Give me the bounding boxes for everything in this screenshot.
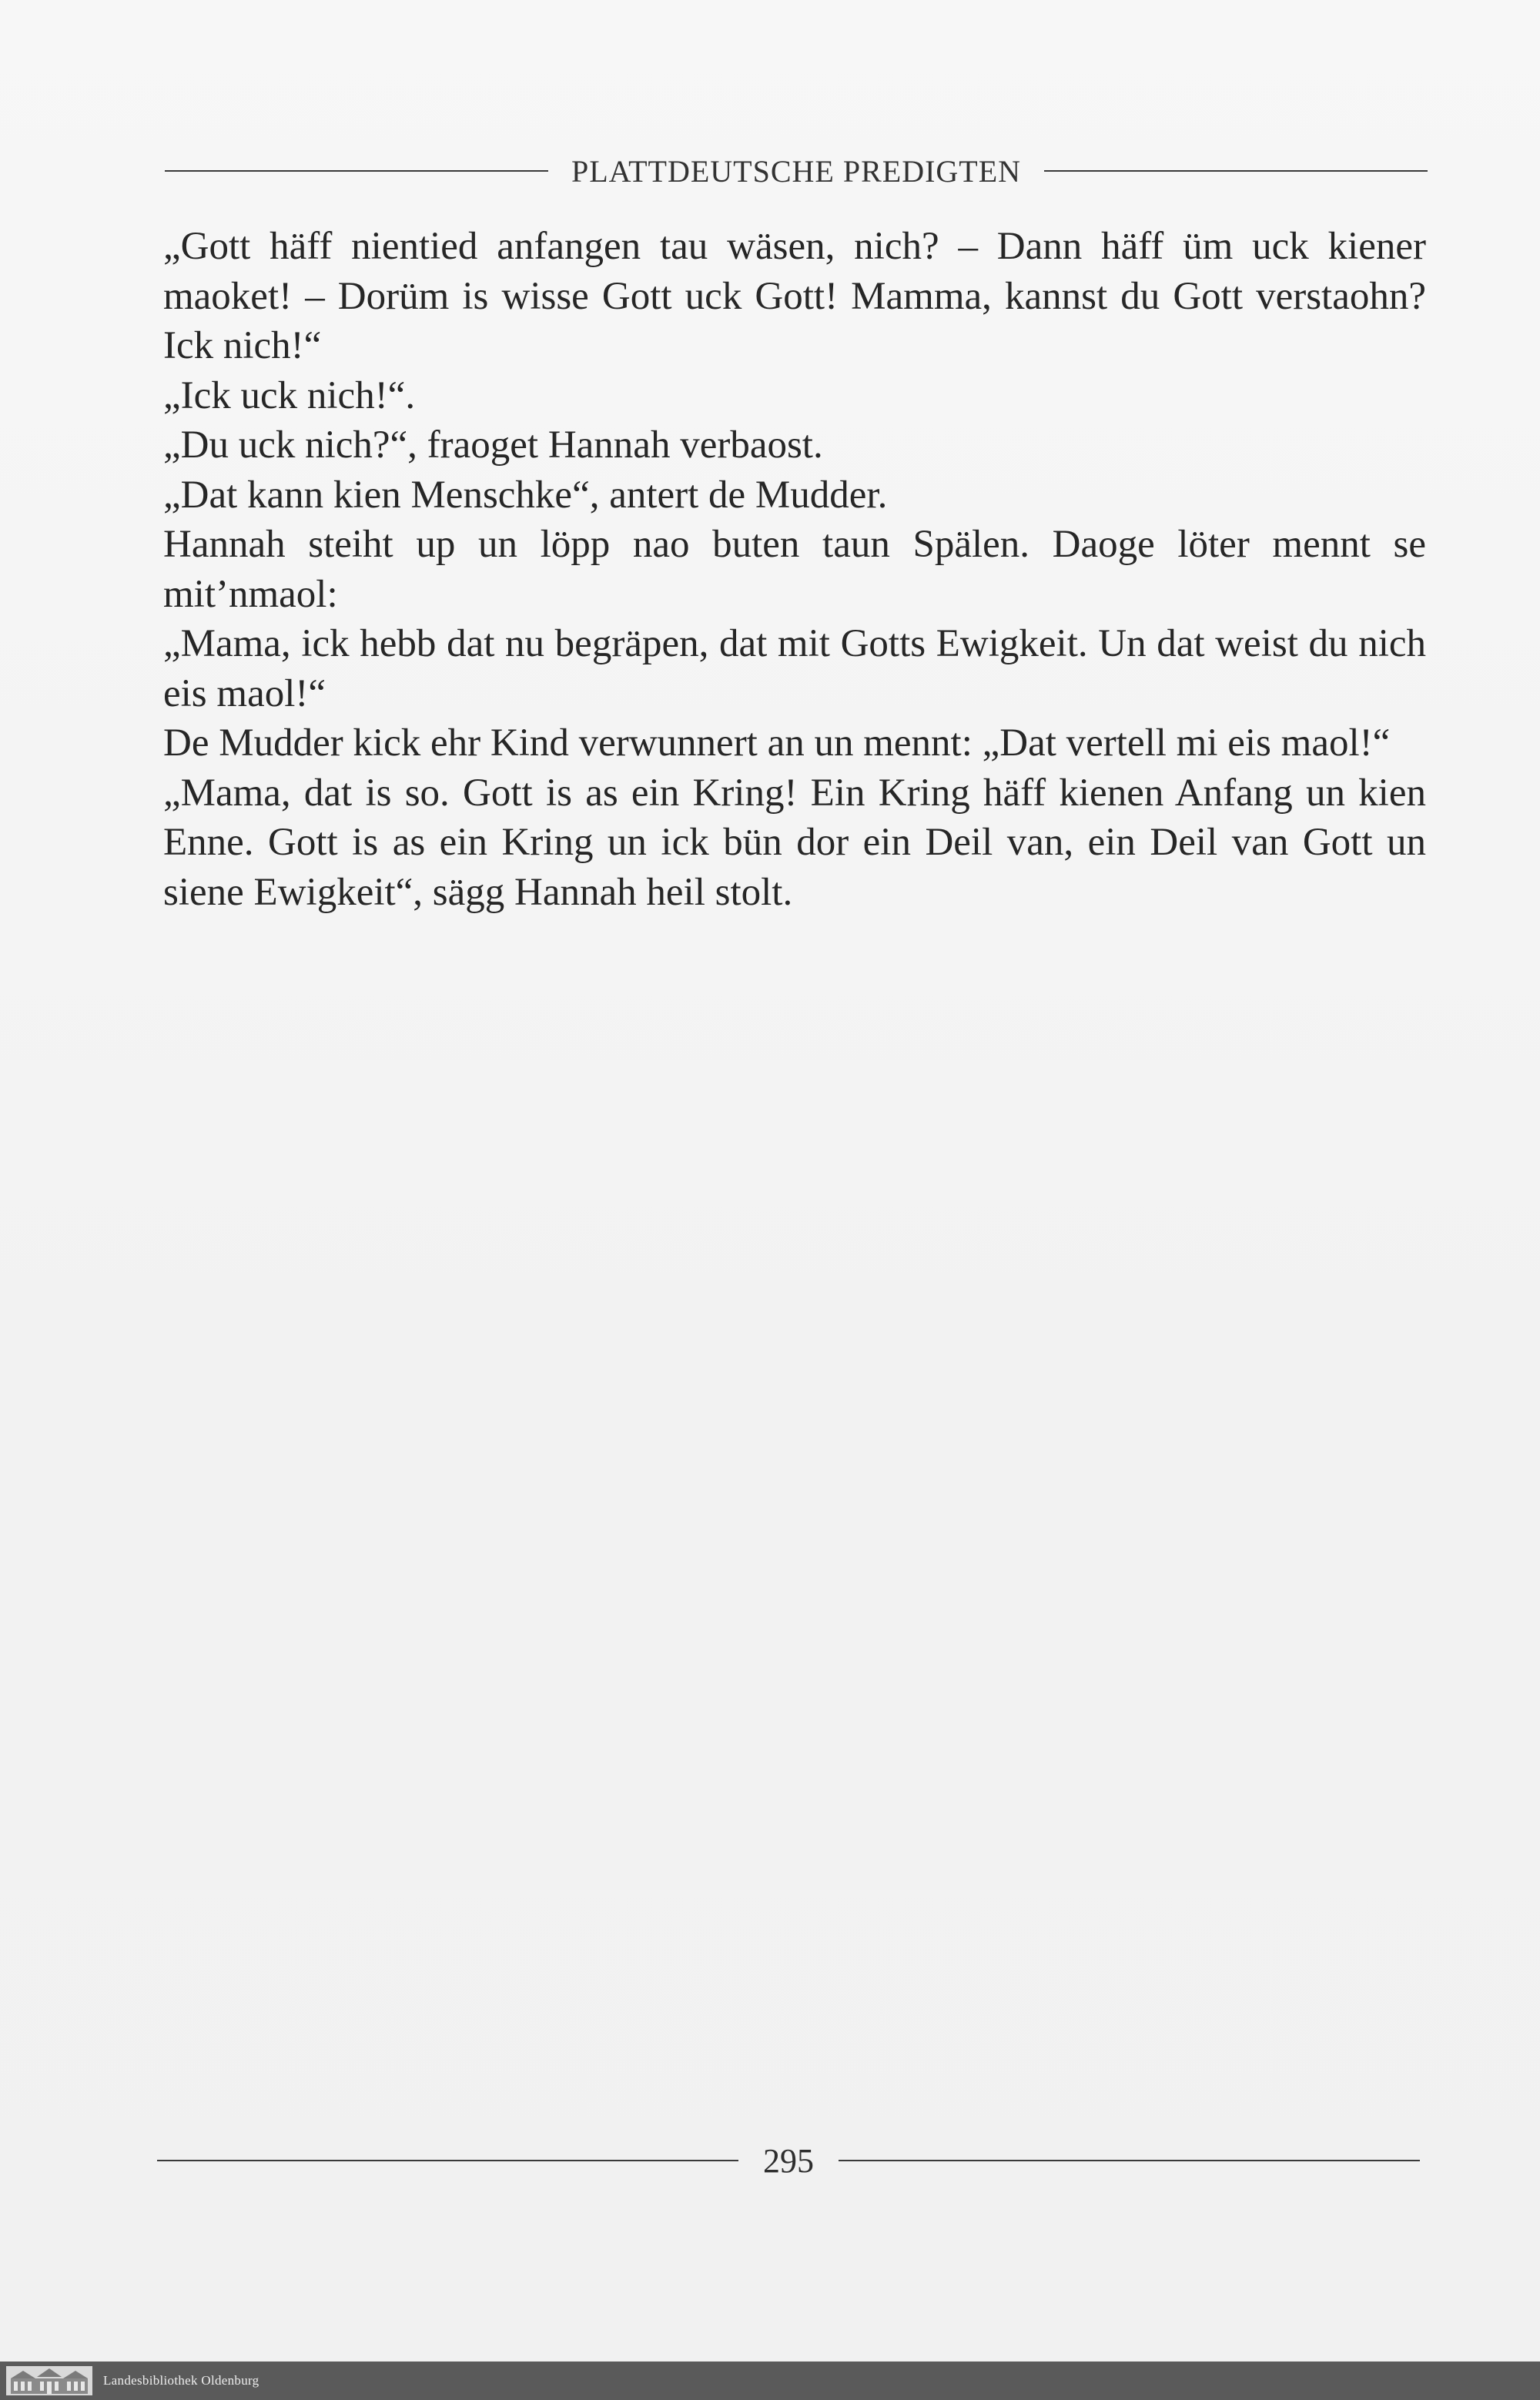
library-building-icon [6, 2366, 92, 2395]
paragraph: „Dat kann kien Menschke“, antert de Mudder. [163, 473, 888, 517]
footer-rule-left [157, 2160, 738, 2161]
body-text [163, 222, 1426, 917]
paragraph: „Ick uck nich!“. [163, 373, 416, 417]
library-bar [0, 2362, 1540, 2400]
page-footer [157, 2141, 1420, 2181]
paragraph: „Mama, dat is so. Gott is as ein Kring! Ein Kring häff kienen Anfang un kien Enne. Gott is as ein Kring un ick bün dor ein Deil van, ein Deil van Gott un siene Ewigkeit“, sägg Hannah heil stolt. [163, 771, 1426, 914]
running-header-title: PLATTDEUTSCHE PREDIGTEN [571, 153, 1022, 189]
paragraph: Hannah steiht up un löpp nao buten taun Spälen. Daoge löter mennt se mit’nmaol: [163, 523, 1426, 616]
library-name: Landesbibliothek Oldenburg [103, 2373, 259, 2388]
footer-rule-right [839, 2160, 1420, 2161]
paragraph: „Gott häff nientied anfangen tau wäsen, nich? – Dann häff üm uck kiener maoket! – Dorüm is wisse Gott uck Gott! Mamma, kannst du Gott verstaohn? Ick nich!“ [163, 225, 1426, 367]
paragraph: „Du uck nich?“, fraoget Hannah verbaost. [163, 423, 823, 467]
paragraph: „Mama, ick hebb dat nu begräpen, dat mit Gotts Ewigkeit. Un dat weist du nich eis maol!“ [163, 622, 1426, 715]
header-rule-left [165, 170, 548, 172]
running-header [165, 151, 1428, 191]
page-number: 295 [763, 2141, 814, 2180]
header-rule-right [1044, 170, 1428, 172]
paragraph: De Mudder kick ehr Kind verwunnert an un mennt: „Dat vertell mi eis maol!“ [163, 721, 1391, 765]
